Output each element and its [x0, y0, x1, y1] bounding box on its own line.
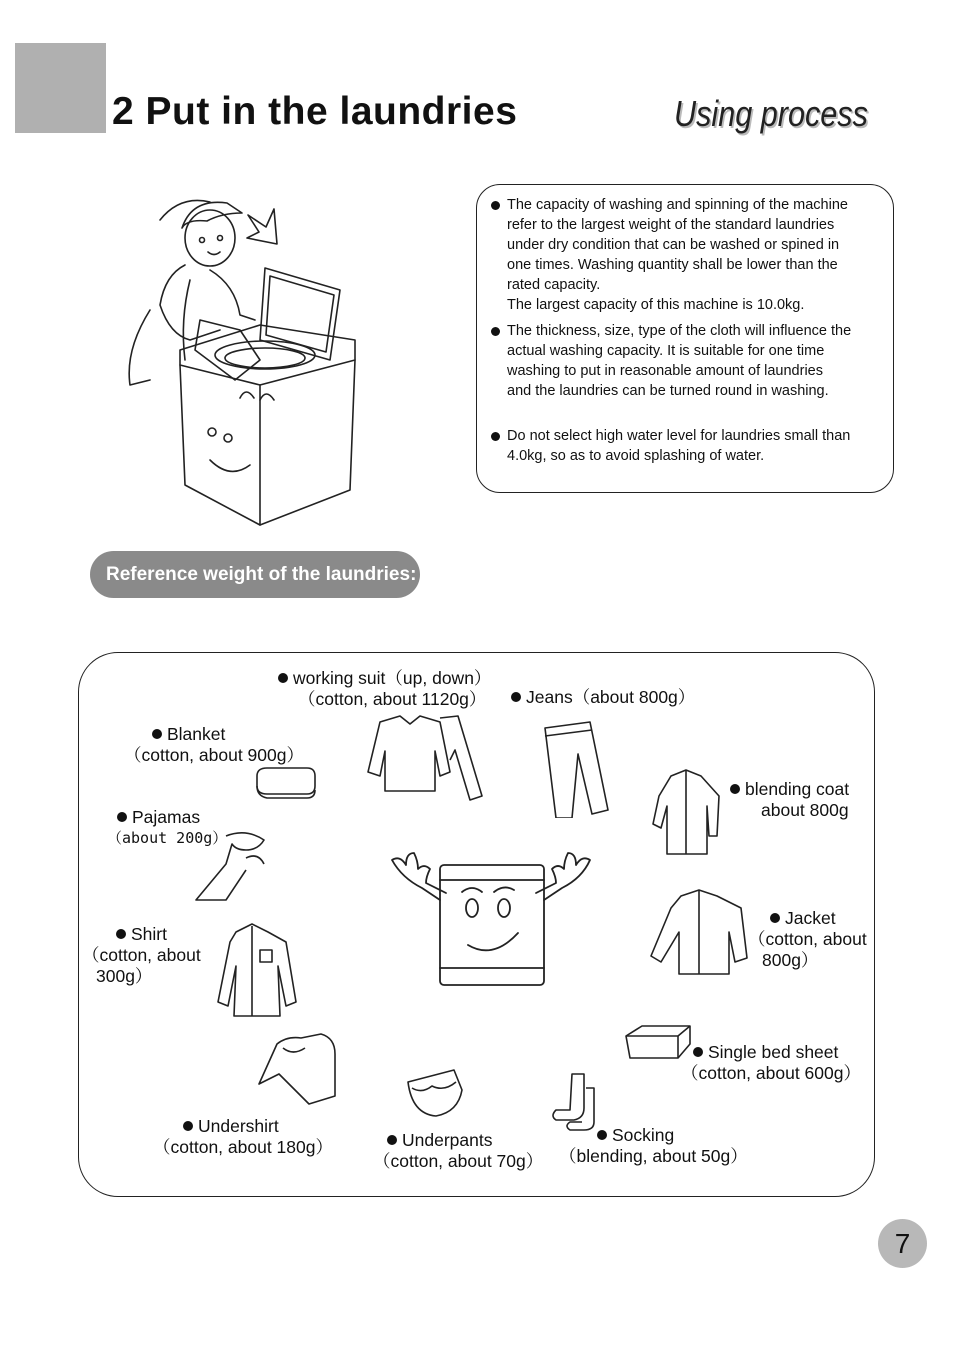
bed-sheet-name: Single bed sheet [708, 1042, 839, 1062]
jacket-detail: （cotton, about [748, 929, 867, 949]
undershirt-icon [255, 1030, 339, 1112]
capacity-note [491, 195, 886, 315]
cloth-type-note-text: The thickness, size, type of the cloth will influence the actual washing capacity. It is suitable for one time washing to put in reasonable amount of laundries and the laundries can be turned round in washing. [507, 323, 852, 399]
shirt-icon [208, 922, 300, 1022]
blanket-icon [252, 764, 318, 804]
jacket-label [748, 908, 867, 971]
bullet-icon [117, 812, 127, 822]
shirt-detail: （cotton, about [82, 945, 201, 965]
reference-weight-heading: Reference weight of the laundries: [90, 551, 420, 598]
pajamas-detail: （about 200g） [107, 829, 228, 847]
bullet-icon [491, 432, 500, 441]
jacket-icon [646, 888, 750, 978]
jacket-name: Jacket [785, 908, 836, 928]
bullet-icon [597, 1130, 607, 1140]
page-number: 7 [878, 1219, 927, 1268]
bullet-icon [491, 201, 500, 210]
bed-sheet-label [681, 1042, 861, 1084]
woman-loading-washer-illustration [120, 190, 370, 530]
jeans-icon [540, 720, 610, 818]
socking-detail: （blending, about 50g） [559, 1146, 748, 1166]
shirt-detail-weight: 300g） [96, 966, 153, 986]
capacity-note-text: The capacity of washing and spinning of the machine refer to the largest weight of the standard laundries under dry condition that can be washed or spined in one times. Washing quantity shall be lower than the rated capacity. The largest capacity of this machine is 10.0kg. [507, 197, 848, 313]
blending-coat-label [730, 779, 849, 821]
bullet-icon [152, 729, 162, 739]
bullet-icon [730, 784, 740, 794]
underpants-name: Underpants [402, 1130, 493, 1150]
capacity-notes-box [476, 184, 894, 493]
jacket-detail-weight: 800g） [762, 950, 819, 970]
washer-mascot-illustration [388, 850, 592, 990]
socking-name: Socking [612, 1125, 675, 1145]
blanket-name: Blanket [167, 724, 226, 744]
bullet-icon [116, 929, 126, 939]
working-suit-detail: （cotton, about 1120g） [298, 689, 487, 709]
bullet-icon [278, 673, 288, 683]
underpants-label [373, 1130, 544, 1172]
socking-label [559, 1125, 748, 1167]
bullet-icon [770, 913, 780, 923]
bullet-icon [183, 1121, 193, 1131]
bullet-icon [693, 1047, 703, 1057]
working-suit-name: working suit（up, down） [293, 668, 492, 688]
undershirt-detail: （cotton, about 180g） [153, 1137, 333, 1157]
bed-sheet-detail: （cotton, about 600g） [681, 1063, 861, 1083]
bed-sheet-icon [622, 1022, 694, 1062]
shirt-label [82, 924, 201, 987]
blending-coat-icon [646, 768, 726, 856]
underpants-icon [404, 1066, 464, 1120]
jeans-label [511, 687, 695, 708]
cloth-type-note [491, 321, 886, 401]
shirt-name: Shirt [131, 924, 167, 944]
bullet-icon [511, 692, 521, 702]
page-title: 2 Put in the laundries [112, 90, 518, 133]
blending-coat-detail: about 800g [761, 800, 849, 820]
blanket-label [124, 724, 304, 766]
jeans-name: Jeans（about 800g） [526, 687, 696, 707]
water-level-note-text: Do not select high water level for laundries small than 4.0kg, so as to avoid splashing of water. [507, 428, 851, 464]
pajamas-name: Pajamas [132, 807, 201, 827]
working-suit-label [278, 668, 491, 710]
blanket-detail: （cotton, about 900g） [124, 745, 304, 765]
underpants-detail: （cotton, about 70g） [373, 1151, 544, 1171]
header-gray-block [15, 43, 106, 133]
pajamas-label [107, 807, 228, 849]
water-level-note [491, 426, 886, 466]
bullet-icon [387, 1135, 397, 1145]
section-subtitle: Using process [674, 93, 868, 134]
working-suit-icon [360, 712, 486, 802]
undershirt-label [153, 1116, 333, 1158]
socks-icon [548, 1070, 596, 1132]
bullet-icon [491, 327, 500, 336]
undershirt-name: Undershirt [198, 1116, 279, 1136]
blending-coat-name: blending coat [745, 779, 850, 799]
